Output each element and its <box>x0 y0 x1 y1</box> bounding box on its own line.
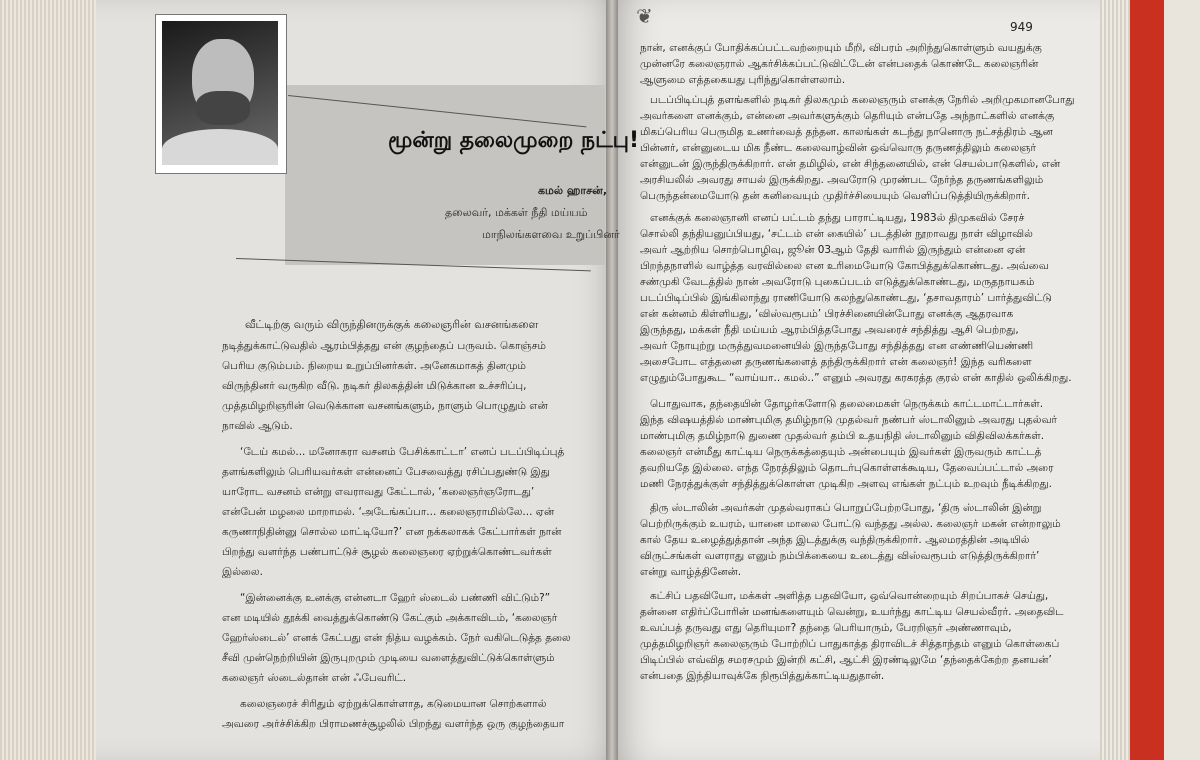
right-line: அவர்களை எனக்கும், என்னை அவர்களுக்கும் தெரியும் என்பதே அந்நாட்களில் எனக்கு <box>640 110 1055 122</box>
left-line: பிறந்து வளர்ந்த பண்பாட்டுச் சூழல் கலைஞரை ஏற்றுக்கொண்டவர்கள் <box>222 546 552 558</box>
right-line: அவர் நோயுற்று மருத்துவமனையில் இருந்தபோது சந்தித்தது என எண்ணியெண்ணி <box>640 340 1034 352</box>
right-line: தன்னை எதிர்ப்போரின் மனங்களையும் வென்று, உயர்ந்து காட்டிய செயல்வீரர். அதைவிட <box>640 606 1064 618</box>
right-line: பெருந்தன்மையோடு தன் கனிவையும் முதிர்ச்சியையும் வெளிப்படுத்தியிருக்கிறார். <box>640 190 1030 202</box>
right-line: மணி நேரத்துக்குள் சந்தித்துக்கொள்ள முடிகிற அளவு எங்கள் நட்பும் உறவும் நீடிக்கிறது. <box>640 478 1052 490</box>
right-line: உவப்பத் தருவது எது தெரியுமா? தந்தை பெரியாரும், பேரறிஞர் அண்ணாவும், <box>640 622 1012 634</box>
right-line: என் கன்னம் கிள்ளியது, ‘விஸ்வரூபம்’ பிரச்சினையின்போது எனக்கு ஆதரவாக <box>640 308 1014 320</box>
left-line: முத்தமிழறிஞரின் வெடுக்கான வசனங்களும், நாளும் பொழுதும் என் <box>222 400 548 412</box>
author-photo <box>155 14 287 174</box>
author-role-1: தலைவர், மக்கள் நீதி மய்யம் <box>445 206 588 219</box>
left-line: இல்லை. <box>222 566 263 578</box>
left-line: சீவி முன்நெற்றியின் இருபுறமும் முடியை வளைத்துவிட்டுக்கொள்ளும் <box>222 652 555 664</box>
left-line: யாரோட வசனம் என்று எவராவது கேட்டால், ‘கலைஞர்ஞரோடது’ <box>222 486 535 498</box>
author-role-2: மாநிலங்களவை உறுப்பினர் <box>482 228 620 241</box>
left-line: ஹேர்ஸ்டைல்’ எனக் கேட்பது என் நித்ய வழக்கம். நேர் வகிடெடுத்த தலை <box>222 632 571 644</box>
right-line: அவர் ஆற்றிய சொற்பொழிவு, ஜூன் 03ஆம் தேதி வாரில் இருந்தும் என்னை ஏன் <box>640 244 1026 256</box>
right-line: எழுதும்போதுகூட “வாய்யா.. கமல்..” எனும் அவரது கரகரத்த குரல் என் காதில் ஒலிக்கிறது. <box>640 372 1072 384</box>
page-ornament-icon: ❦ <box>636 4 653 28</box>
right-line: இருந்தது, மக்கள் நீதி மய்யம் ஆரம்பித்தபோது அவரைச் சந்தித்து ஆசி பெற்றது, <box>640 324 1019 336</box>
right-line: மிகப்பெரிய பெருமித உணர்வைத் தந்தன. காலங்கள் கடந்து நானொரு நட்சத்திரம் ஆன <box>640 126 1053 138</box>
left-line: நாவில் ஆடும். <box>222 420 293 432</box>
portrait <box>162 21 278 165</box>
cover-edge <box>1164 0 1200 760</box>
author-name: கமல் ஹாசன், <box>538 184 608 197</box>
right-line: கால் தேய உழைத்துத்தான் அந்த இடத்துக்கு வந்திருக்கிறார். ஆலமரத்தின் அடியில் <box>640 534 1030 546</box>
right-line: முன்னரே கலைஞரால் ஆகர்சிக்கப்பட்டுவிட்டேன் என்பதைக் கொண்டே கலைஞரின் <box>640 58 1039 70</box>
right-line: கலைஞர் என்மீது காட்டிய நெருக்கத்தையும் அன்பையும் இவர்கள் இருவரும் காட்டத் <box>640 446 1042 458</box>
right-line: விருட்சங்கள் வளராது எனும் நம்பிக்கையை உடைத்து விஸ்வரூபம் எடுத்திருக்கிறார்’ <box>640 550 1040 562</box>
article-title: மூன்று தலைமுறை நட்பு! <box>388 128 640 153</box>
page-number: 949 <box>1010 20 1033 34</box>
right-line: நான், எனக்குப் போதிக்கப்பட்டவற்றையும் மீறி, விபரம் அறிந்துகொள்ளும் வயதுக்கு <box>640 42 1042 54</box>
right-line: படப்பிடிப்பில் இங்கிலாந்து ராணியோடு கலந்துகொண்டது, ‘தசாவதாரம்’ பார்த்துவிட்டு <box>640 292 1052 304</box>
left-line: கலைஞரைச் சிரிதும் ஏற்றுக்கொள்ளாத, கடுமையான சொற்களால் <box>240 698 547 710</box>
left-line: “இன்னைக்கு உனக்கு என்னடா ஹேர் ஸ்டைல் பண்ணி விட்டும்?” <box>240 592 551 604</box>
right-line: என்பதை இந்தியாவுக்கே நிரூபித்துக்காட்டியதுதான். <box>640 670 885 682</box>
right-line: பெற்றிருக்கும் உயரம், யானை மாலை போட்டு வந்தது அல்ல. கலைஞர் மகன் என்றாலும் <box>640 518 1061 530</box>
right-line: ஆளுமை எத்தகையது புரிந்துகொள்ளலாம். <box>640 74 846 86</box>
right-line: என்று வாழ்த்தினேன். <box>640 566 742 578</box>
right-line: அரசியலில் அவரது சாயல் இருக்கிறது. அவரோடு முரண்பட நேர்ந்த தருணங்களிலும் <box>640 174 1044 186</box>
left-line: ‘டேய் கமல்... மனோகரா வசனம் பேசிக்காட்டா’ எனப் படப்பிடிப்புத் <box>240 446 565 458</box>
right-line: கட்சிப் பதவியோ, மக்கள் அளித்த பதவியோ, ஒவ்வொன்றையும் சிறப்பாகச் செய்து, <box>650 590 1049 602</box>
left-line: என மடியில் தூக்கி வைத்துக்கொண்டு கேட்கும் அக்காவிடம், ‘கலைஞர் <box>222 612 558 624</box>
right-line: என்னுடன் இருந்திருக்கிறார். என் தமிழில், என் சிந்தனையில், என் செயல்பாடுகளில், என் <box>640 158 1061 170</box>
left-line: வீட்டிற்கு வரும் விருந்தினருக்குக் கலைஞரின் வசனங்களை <box>245 318 539 331</box>
right-line: திரு ஸ்டாலின் அவர்கள் முதல்வராகப் பொறுப்பேற்றபோது, ‘திரு ஸ்டாலின் இன்று <box>650 502 1042 514</box>
right-page-stack <box>1100 0 1130 760</box>
portrait-shoulders <box>162 129 278 165</box>
right-line: முத்தமிழறிஞர் கலைஞரும் போற்றிப் பாதுகாத்த திராவிடச் சித்தாந்தம் எனும் கொள்கைப் <box>640 638 1060 650</box>
right-line: சொல்லி தந்தியனுப்பியது, ‘சட்டம் என் கையில்’ படத்தின் நூறாவது நாள் விழாவில் <box>640 228 1033 240</box>
left-line: கலைஞர் ஸ்டைல்தான் என் ஃபேவரிட். <box>222 672 407 684</box>
left-line: கருணாநிதின்னு சொல்ல மாட்டியோ?’ என நக்கலாகக் கேட்பார்கள் நான் <box>222 526 562 538</box>
book-gutter <box>606 0 618 760</box>
left-line: அவரை அர்ச்சிக்கிற பிராமணச்சூழலில் பிறந்து வளர்ந்த ஒரு குழந்தையா <box>222 718 565 730</box>
right-line: பின்னர், என்னுடைய மிக நீண்ட கலைவாழ்வின் ஒவ்வொரு தருணத்திலும் கலைஞர் <box>640 142 1037 154</box>
left-line: பெரிய குடும்பம். நிறைய உறுப்பினர்கள். அனேகமாகத் தினமும் <box>222 360 527 372</box>
right-line: மாண்புமிகு தமிழ்நாடு துணை முதல்வர் தம்பி உதயநிதி ஸ்டாலினும் விதிவிலக்கர்கள். <box>640 430 1045 442</box>
left-line: நடித்துக்காட்டுவதில் ஆரம்பித்தது என் குழந்தைப் பருவம். கொஞ்சம் <box>222 340 546 352</box>
right-line: பிடிப்பில் எவ்வித சமரசமும் இன்றி கட்சி, ஆட்சி இரண்டிலுமே ‘தந்தைக்கேற்ற தனயன்’ <box>640 654 1052 666</box>
left-line: என்பேன் மழலை மாறாமல். ‘அடேங்கப்பா... கலைஞராமில்லே... ஏன் <box>222 506 555 518</box>
right-line: பிறந்தநாளில் வாழ்த்த வரவில்லை என உரிமையோடு கோபித்துக்கொண்டது. அவ்வை <box>640 260 1049 272</box>
right-line: அசைபோட எத்தனை தருணங்களைத் தந்திருக்கிறார் என் கலைஞர்! இந்த வரிகளை <box>640 356 1032 368</box>
right-line: எனக்குக் கலைஞானி எனப் பட்டம் தந்து பாராட்டியது, 1983ல் திமுகவில் சேரச் <box>650 212 1025 224</box>
right-line: தவறியதே இல்லை. எந்த நேரத்திலும் தொடர்புகொள்ளக்கூடிய, தேவைப்பட்டால் அரை <box>640 462 1054 474</box>
right-line: படப்பிடிப்புத் தளங்களில் நடிகர் திலகமும் கலைஞரும் எனக்கு நேரில் அறிமுகமானபோது <box>650 94 1075 106</box>
right-line: சண்முகி வேடத்தில் நான் அவரோடு புகைப்படம் எடுத்துக்கொண்டது, மருதநாயகம் <box>640 276 1035 288</box>
left-line: தளங்களிலும் பெரியவர்கள் என்னைப் பேசவைத்து ரசிப்பதுண்டு இது <box>222 466 550 478</box>
portrait-beard <box>196 91 250 125</box>
right-line: பொதுவாக, தந்தையின் தோழர்களோடு தலைமைகள் நெருக்கம் காட்டமாட்டார்கள். <box>650 398 1044 410</box>
right-line: இந்த விஷயத்தில் மாண்புமிகு தமிழ்நாடு முதல்வர் நண்பர் ஸ்டாலினும் அவரது புதல்வர் <box>640 414 1058 426</box>
left-line: விருந்தினர் வருகிற வீடு. நடிகர் திலகத்தின் மிடுக்கான உச்சரிப்பு, <box>222 380 527 392</box>
